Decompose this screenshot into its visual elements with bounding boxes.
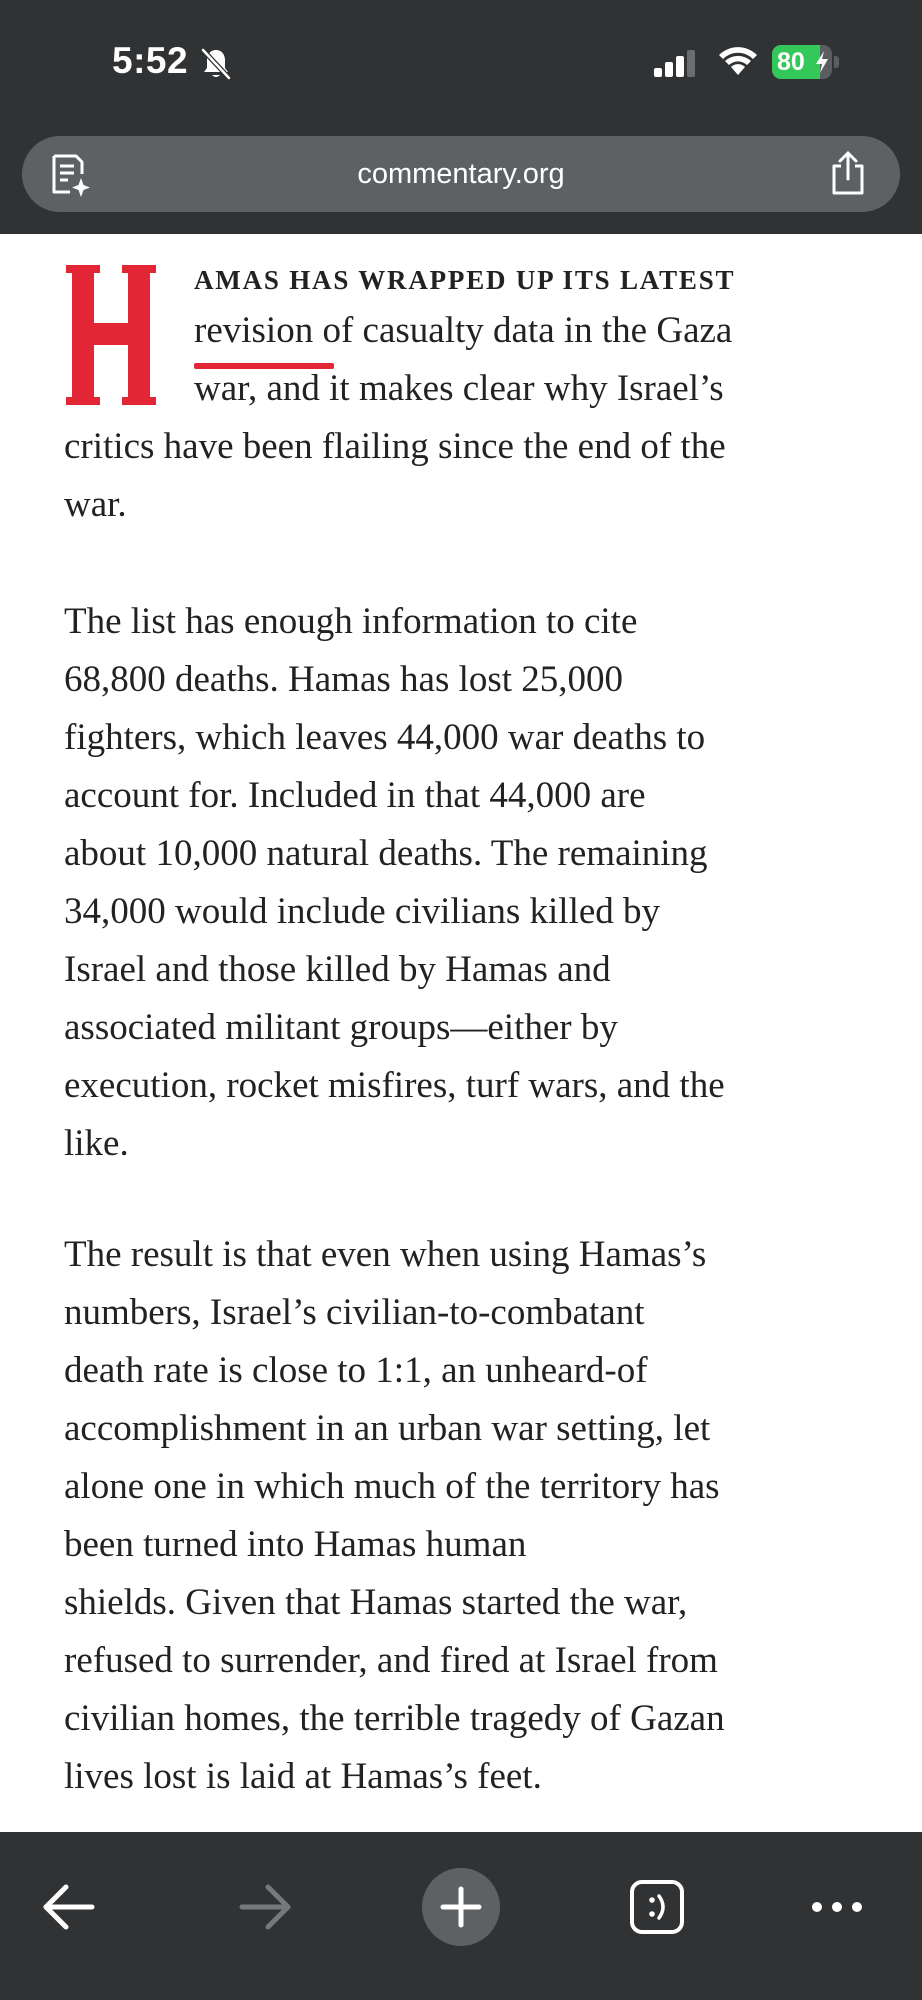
share-icon[interactable] bbox=[828, 150, 868, 196]
revision-link[interactable]: revision bbox=[194, 310, 322, 351]
battery-percent: 80 bbox=[777, 48, 805, 76]
paragraph-line: alone one in which much of the territory has bbox=[64, 1466, 720, 1507]
paragraph-line: lives lost is laid at Hamas’s feet. bbox=[64, 1756, 542, 1797]
battery-indicator bbox=[772, 45, 840, 79]
paragraph-line: The result is that even when using Hamas’s bbox=[64, 1234, 707, 1275]
paragraph-line: been turned into Hamas human bbox=[64, 1524, 527, 1565]
paragraph-2 bbox=[64, 593, 864, 1173]
paragraph-line: about 10,000 natural deaths. The remaining bbox=[64, 833, 708, 874]
charging-bolt-icon bbox=[814, 51, 830, 73]
new-tab-button[interactable] bbox=[422, 1868, 500, 1946]
paragraph-line: fighters, which leaves 44,000 war deaths to bbox=[64, 717, 706, 758]
paragraph-line: death rate is close to 1:1, an unheard-of bbox=[64, 1350, 648, 1391]
paragraph-1 bbox=[64, 234, 864, 552]
article-body bbox=[64, 234, 864, 1832]
paragraph-line: associated militant groups—either by bbox=[64, 1007, 618, 1048]
battery-tip bbox=[834, 56, 839, 68]
paragraph-line: 34,000 would include civilians killed by bbox=[64, 891, 661, 932]
paragraph-line: accomplishment in an urban war setting, let bbox=[64, 1408, 711, 1449]
status-bar bbox=[0, 0, 922, 120]
url-text[interactable]: commentary.org bbox=[357, 157, 565, 190]
battery-body bbox=[772, 45, 832, 79]
status-time: 5:52 bbox=[112, 40, 189, 81]
plus-icon bbox=[422, 1868, 500, 1946]
forward-arrow-icon[interactable] bbox=[230, 1872, 300, 1942]
more-icon[interactable] bbox=[802, 1872, 872, 1942]
paragraph-line: execution, rocket misfires, turf wars, and the bbox=[64, 1065, 725, 1106]
paragraph-3 bbox=[64, 1226, 864, 1806]
tabs-icon[interactable] bbox=[622, 1872, 692, 1942]
paragraph-line: civilian homes, the terrible tragedy of Gazan bbox=[64, 1698, 725, 1739]
paragraph-line: refused to surrender, and fired at Israel from bbox=[64, 1640, 718, 1681]
paragraph-line: The list has enough information to cite bbox=[64, 601, 638, 642]
paragraph-line: Israel and those killed by Hamas and bbox=[64, 949, 611, 990]
bell-slash-icon bbox=[200, 47, 232, 81]
paragraph-line: critics have been flailing since the end of the bbox=[64, 426, 726, 467]
back-arrow-icon[interactable] bbox=[34, 1872, 104, 1942]
wifi-icon bbox=[716, 44, 760, 78]
paragraph-line: shields. Given that Hamas started the war, bbox=[64, 1582, 688, 1623]
paragraph-line: war, and it makes clear why Israel’s bbox=[194, 368, 724, 409]
browser-toolbar bbox=[0, 1832, 922, 2000]
browser-top-chrome bbox=[0, 0, 922, 234]
paragraph-line: 68,800 deaths. Hamas has lost 25,000 bbox=[64, 659, 624, 700]
cellular-signal-icon bbox=[652, 48, 698, 78]
drop-cap-letter bbox=[72, 265, 150, 405]
paragraph-line: revision of casualty data in the Gaza bbox=[194, 302, 732, 360]
paragraph-line: numbers, Israel’s civilian-to-combatant bbox=[64, 1292, 645, 1333]
paragraph-line: account for. Included in that 44,000 are bbox=[64, 775, 646, 816]
paragraph-line: war. bbox=[64, 484, 127, 525]
lead-in-smallcaps: AMAS HAS WRAPPED UP ITS LATEST bbox=[194, 265, 736, 295]
paragraph-line: like. bbox=[64, 1123, 129, 1164]
address-bar[interactable] bbox=[22, 136, 900, 212]
